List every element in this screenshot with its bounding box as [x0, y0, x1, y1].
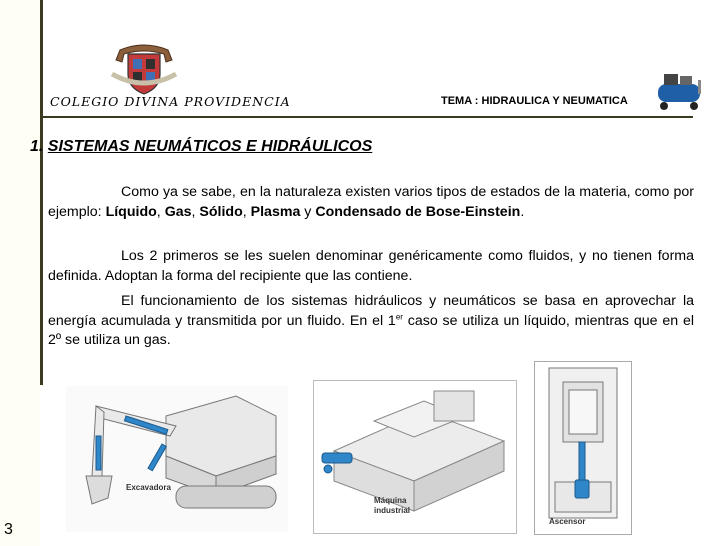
separator: y [300, 203, 316, 220]
machine-caption-line-2: industrial [374, 506, 411, 515]
topic-title: TEMA : HIDRAULICA Y NEUMATICA [441, 95, 628, 107]
paragraph-states-of-matter [48, 183, 694, 222]
paragraph-fluids [48, 247, 694, 286]
term-solido: Sólido [199, 203, 243, 220]
paragraph-text: caso se utiliza un líquido, mientras que en el 2º se utiliza un gas. [48, 312, 694, 348]
section-title: SISTEMAS NEUMÁTICOS E HIDRÁULICOS [47, 138, 373, 155]
section-number: 1. [30, 138, 44, 155]
term-plasma: Plasma [250, 203, 301, 220]
header-rule [43, 116, 693, 118]
air-compressor-image [650, 70, 710, 112]
paragraph-text: Los 2 primeros se les suelen denominar genéricamente como fluidos, y no tienen forma definida. Adoptan la forma del recipiente que las contiene. [48, 248, 694, 284]
industrial-machine-image [313, 380, 517, 534]
elevator-caption: Ascensor [549, 517, 586, 526]
separator: , [156, 203, 165, 220]
term-liquido: Líquido [105, 203, 157, 220]
paragraph-systems [48, 292, 694, 351]
sidebar-divider [40, 0, 43, 385]
elevator-image [534, 361, 632, 535]
superscript: er [395, 311, 403, 321]
separator: , [191, 203, 200, 220]
school-name: COLEGIO DIVINA PROVIDENCIA [50, 94, 291, 109]
separator: . [520, 203, 525, 220]
page-number: 3 [4, 521, 13, 538]
machine-caption-line-1: Máquina [374, 496, 407, 505]
term-condensado: Condensado de Bose-Einstein [315, 203, 521, 220]
school-crest-logo [106, 40, 182, 96]
excavator-image [66, 386, 288, 532]
paragraph-text: El funcionamiento de los sistemas hidráulicos y neumáticos se basa en aprovechar la energía acumulada y transmitida por un fluido. En el 1 [48, 293, 694, 329]
excavator-caption: Excavadora [126, 483, 171, 492]
separator: , [242, 203, 251, 220]
paragraph-text: Como ya se sabe, en la naturaleza existen varios tipos de estados de la materia, como por ejemplo: [48, 184, 694, 220]
slide-sidebar [0, 0, 40, 546]
term-gas: Gas [164, 203, 192, 220]
section-heading [30, 138, 372, 156]
